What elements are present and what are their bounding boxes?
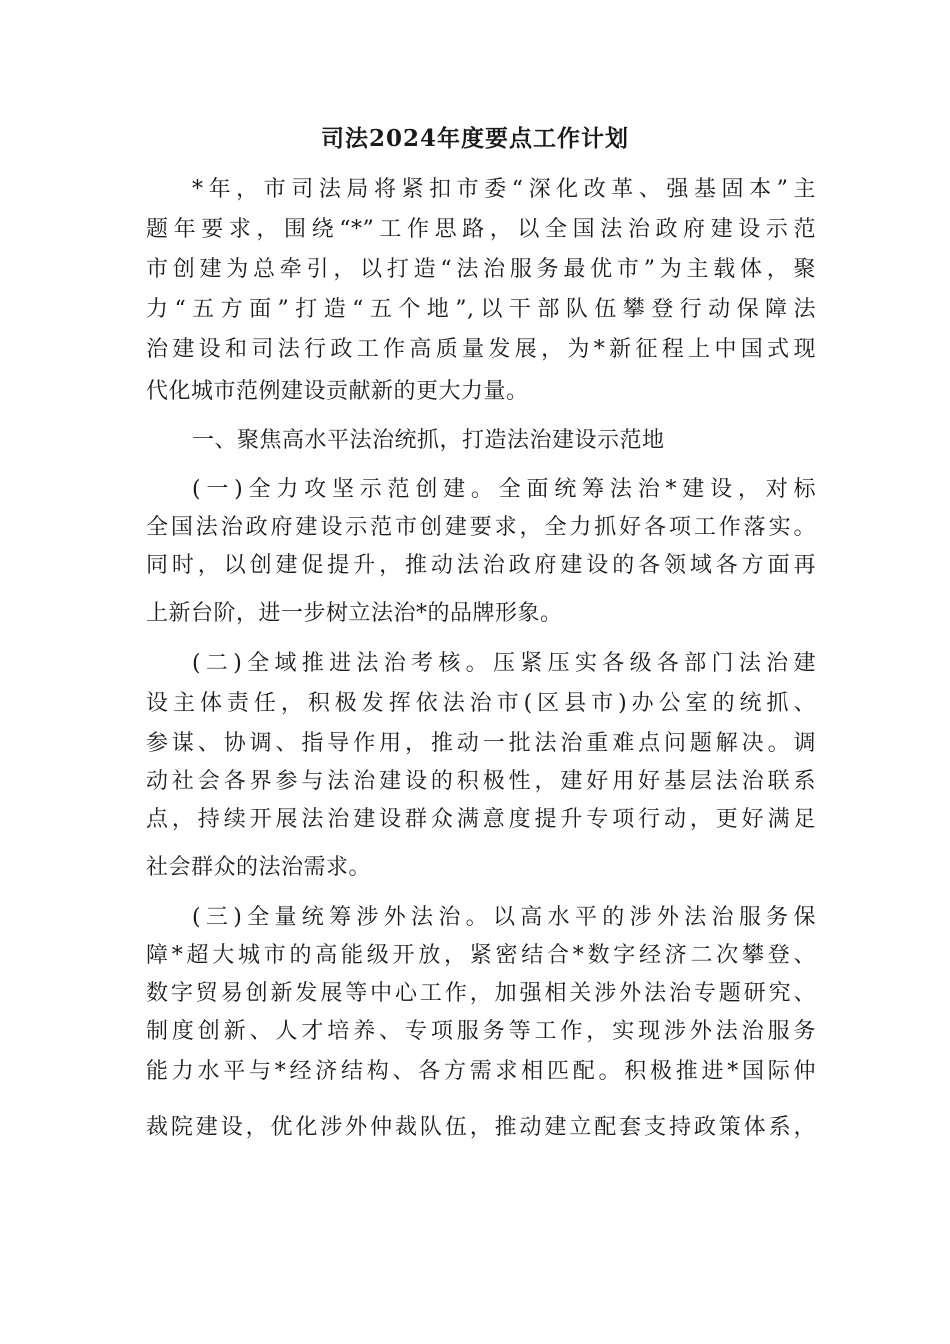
paragraph-item-1-line: 同时，以创建促提升，推动法治政府建设的各领域各方面再 [146, 553, 816, 578]
paragraph-item-3-line: 制度创新、人才培养、专项服务等工作，实现涉外法治服务 [146, 1019, 816, 1044]
paragraph-intro-line: 市创建为总牵引，以打造“法治服务最优市”为主载体，聚 [146, 257, 816, 282]
paragraph-item-2-line: 动社会各界参与法治建设的积极性，建好用好基层法治联系 [146, 769, 816, 794]
paragraph-item-2-line: 参谋、协调、指导作用，推动一批法治重难点问题解决。调 [146, 731, 816, 756]
document-title: 司法2024年度要点工作计划 [320, 125, 629, 152]
paragraph-item-1-line: (一)全力攻坚示范创建。全面统筹法治*建设，对标 [192, 477, 816, 502]
paragraph-intro-line: 力“五方面”打造“五个地”,以干部队伍攀登行动保障法 [146, 297, 816, 322]
paragraph-item-3-line: 障*超大城市的高能级开放，紧密结合*数字经济二次攀登、 [146, 943, 816, 968]
section-heading-1: 一、聚焦高水平法治统抓，打造法治建设示范地 [192, 428, 665, 453]
paragraph-item-2-line: 设主体责任，积极发挥依法治市(区县市)办公室的统抓、 [146, 691, 816, 716]
paragraph-intro-line: *年，市司法局将紧扣市委“深化改革、强基固本”主 [192, 177, 816, 202]
paragraph-item-3-line: 能力水平与*经济结构、各方需求相匹配。积极推进*国际仲 [146, 1059, 816, 1084]
paragraph-intro-line: 代化城市范例建设贡献新的更大力量。 [146, 379, 529, 404]
paragraph-item-3-line: 数字贸易创新发展等中心工作，加强相关涉外法治专题研究、 [146, 981, 816, 1006]
paragraph-item-1-line: 上新台阶，进一步树立法治*的品牌形象。 [146, 601, 563, 626]
paragraph-item-2-line: 社会群众的法治需求。 [146, 855, 372, 880]
paragraph-item-2-line: (二)全域推进法治考核。压紧压实各级各部门法治建 [192, 651, 816, 676]
paragraph-item-1-line: 全国法治政府建设示范市创建要求，全力抓好各项工作落实。 [146, 515, 816, 540]
paragraph-item-2-line: 点，持续开展法治建设群众满意度提升专项行动，更好满足 [146, 807, 816, 832]
paragraph-item-3-line: 裁院建设，优化涉外仲裁队伍，推动建立配套支持政策体系， [146, 1115, 816, 1140]
paragraph-intro-line: 题年要求，围绕“*”工作思路，以全国法治政府建设示范 [146, 217, 816, 242]
paragraph-intro-line: 治建设和司法行政工作高质量发展，为*新征程上中国式现 [146, 337, 816, 362]
paragraph-item-3-line: (三)全量统筹涉外法治。以高水平的涉外法治服务保 [192, 905, 816, 930]
